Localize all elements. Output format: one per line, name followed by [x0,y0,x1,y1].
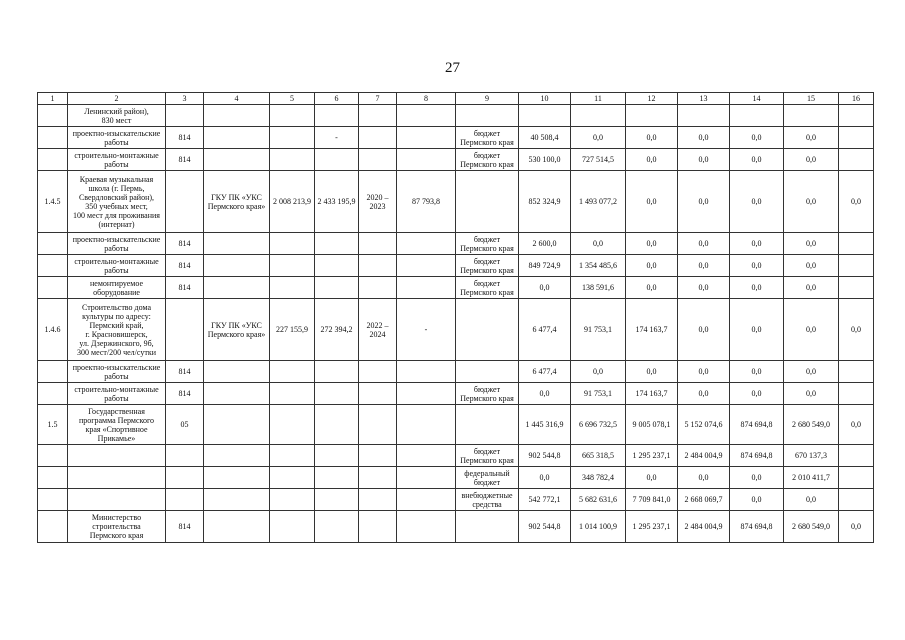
table-cell [784,105,839,127]
table-cell: 5 152 074,6 [678,405,730,445]
table-cell [315,445,359,467]
table-cell [397,149,456,171]
table-cell [270,467,315,489]
table-cell [359,255,397,277]
table-cell: 0,0 [678,299,730,361]
table-cell [397,255,456,277]
table-cell: 0,0 [678,383,730,405]
table-cell: 0,0 [839,511,874,543]
table-cell: 174 163,7 [626,299,678,361]
table-cell: 874 694,8 [730,405,784,445]
table-cell [839,105,874,127]
table-cell [166,105,204,127]
table-cell [204,233,270,255]
table-cell [397,405,456,445]
table-cell: 0,0 [519,277,571,299]
table-cell: 0,0 [784,171,839,233]
table-cell: 902 544,8 [519,511,571,543]
table-cell [315,149,359,171]
table-cell [38,277,68,299]
table-cell [270,361,315,383]
table-cell [315,511,359,543]
table-cell [68,467,166,489]
table-cell: 814 [166,127,204,149]
table-cell [38,511,68,543]
table-cell: 0,0 [784,361,839,383]
table-cell [204,255,270,277]
table-cell: 0,0 [678,361,730,383]
table-cell: 814 [166,149,204,171]
table-cell: бюджет Пермского края [456,277,519,299]
table-cell [839,361,874,383]
table-cell: 0,0 [626,255,678,277]
table-cell: 814 [166,277,204,299]
table-cell [38,233,68,255]
table-cell: 814 [166,233,204,255]
table-cell: 40 508,4 [519,127,571,149]
table-cell: 0,0 [730,299,784,361]
column-header: 16 [839,93,874,105]
table-cell: 902 544,8 [519,445,571,467]
column-header: 10 [519,93,571,105]
table-cell: 1.5 [38,405,68,445]
table-row [38,233,874,255]
table-cell: 91 753,1 [571,383,626,405]
table-cell [359,127,397,149]
table-cell: 5 682 631,6 [571,489,626,511]
table-cell [204,149,270,171]
table-cell: 0,0 [784,383,839,405]
table-cell [397,361,456,383]
table-cell: 1.4.5 [38,171,68,233]
table-cell [38,489,68,511]
table-cell: 0,0 [626,171,678,233]
table-row [38,489,874,511]
table-cell: 0,0 [571,361,626,383]
table-cell [456,405,519,445]
table-cell: 670 137,3 [784,445,839,467]
table-cell: 0,0 [784,127,839,149]
table-cell: 1 295 237,1 [626,445,678,467]
table-cell: 0,0 [730,361,784,383]
header-row [38,93,874,105]
table-cell [359,445,397,467]
column-header: 9 [456,93,519,105]
table-cell: 0,0 [571,233,626,255]
table-cell: Краевая музыкальная школа (г. Пермь, Свердловский район), 350 учебных мест, 100 мест для проживания (интернат) [68,171,166,233]
table-cell [397,445,456,467]
table-cell: 2 484 004,9 [678,445,730,467]
table-cell [270,105,315,127]
table-cell: 0,0 [519,467,571,489]
table-cell [204,405,270,445]
table-row [38,361,874,383]
table-cell: Ленинский район), 830 мест [68,105,166,127]
table-cell: 814 [166,383,204,405]
table-cell: 0,0 [678,171,730,233]
table-cell: строительно-монтажные работы [68,255,166,277]
table-cell [315,255,359,277]
table-cell: 0,0 [626,277,678,299]
table-cell [397,489,456,511]
table-cell: проектно-изыскательские работы [68,361,166,383]
table-cell: 0,0 [678,127,730,149]
table-cell: 2 668 069,7 [678,489,730,511]
table-cell [359,489,397,511]
table-cell [359,467,397,489]
table-cell [270,383,315,405]
table-cell: 0,0 [678,149,730,171]
table-cell: 1 014 100,9 [571,511,626,543]
column-header: 7 [359,93,397,105]
table-cell [626,105,678,127]
table-cell [397,277,456,299]
table-cell [678,105,730,127]
table-cell [397,383,456,405]
table-cell: 174 163,7 [626,383,678,405]
table-cell [270,277,315,299]
table-cell: бюджет Пермского края [456,255,519,277]
table-cell: 05 [166,405,204,445]
table-cell [315,467,359,489]
budget-table [37,92,874,543]
column-header: 5 [270,93,315,105]
table-cell: строительно-монтажные работы [68,149,166,171]
table-cell [397,127,456,149]
table-cell: ГКУ ПК «УКС Пермского края» [204,171,270,233]
column-header: 3 [166,93,204,105]
table-cell [839,149,874,171]
table-cell: бюджет Пермского края [456,233,519,255]
table-cell [397,105,456,127]
table-cell: бюджет Пермского края [456,149,519,171]
table-cell: проектно-изыскательские работы [68,127,166,149]
table-cell: 0,0 [626,361,678,383]
table-cell: 852 324,9 [519,171,571,233]
table-cell [270,255,315,277]
table-cell: 1.4.6 [38,299,68,361]
table-cell: 0,0 [784,277,839,299]
table-cell: 0,0 [839,405,874,445]
table-cell [456,171,519,233]
table-cell [204,361,270,383]
table-cell: ГКУ ПК «УКС Пермского края» [204,299,270,361]
table-cell [359,383,397,405]
table-cell: 2020 – 2023 [359,171,397,233]
table-cell: 665 318,5 [571,445,626,467]
table-cell [571,105,626,127]
table-cell: Строительство дома культуры по адресу: Пермский край, г. Красновишерск, ул. Дзержинского, 9б, 300 мест/200 чел/сутки [68,299,166,361]
table-cell: 0,0 [730,149,784,171]
column-header: 6 [315,93,359,105]
table-cell: 1 295 237,1 [626,511,678,543]
table-cell: 0,0 [730,383,784,405]
column-header: 8 [397,93,456,105]
table-cell [166,299,204,361]
table-cell: 814 [166,511,204,543]
table-cell [204,277,270,299]
table-cell [166,445,204,467]
table-row [38,405,874,445]
table-cell: бюджет Пермского края [456,383,519,405]
column-header: 13 [678,93,730,105]
table-cell [839,255,874,277]
table-cell [839,277,874,299]
table-cell: 0,0 [730,127,784,149]
table-cell: Государственная программа Пермского края «Спортивное Прикамье» [68,405,166,445]
table-cell: 2 680 549,0 [784,405,839,445]
table-cell: 849 724,9 [519,255,571,277]
table-cell: 2022 – 2024 [359,299,397,361]
table-cell [397,233,456,255]
table-row [38,445,874,467]
table-cell: 1 354 485,6 [571,255,626,277]
table-cell [456,105,519,127]
table-cell: 0,0 [784,233,839,255]
table-cell: бюджет Пермского края [456,127,519,149]
table-cell [270,511,315,543]
table-cell: 0,0 [678,277,730,299]
table-body [38,93,874,543]
table-cell: 0,0 [519,383,571,405]
table-cell: 0,0 [626,467,678,489]
table-cell [68,489,166,511]
table-cell: 0,0 [626,149,678,171]
table-cell [839,127,874,149]
table-cell: 138 591,6 [571,277,626,299]
table-cell [315,361,359,383]
table-cell [166,467,204,489]
column-header: 11 [571,93,626,105]
table-cell: 348 782,4 [571,467,626,489]
column-header: 14 [730,93,784,105]
table-cell: 0,0 [784,299,839,361]
table-row [38,299,874,361]
table-cell: 2 010 411,7 [784,467,839,489]
table-cell: бюджет Пермского края [456,445,519,467]
table-cell [359,105,397,127]
table-cell [397,511,456,543]
table-cell [38,255,68,277]
table-cell: федеральный бюджет [456,467,519,489]
table-cell [839,467,874,489]
table-cell: 0,0 [784,255,839,277]
table-cell: Министерство строительства Пермского края [68,511,166,543]
table-cell: 0,0 [784,489,839,511]
table-row [38,255,874,277]
table-cell: 2 600,0 [519,233,571,255]
table-row [38,511,874,543]
table-cell [359,233,397,255]
table-cell: 0,0 [678,255,730,277]
table-cell [270,127,315,149]
table-cell: - [315,127,359,149]
table-cell: 542 772,1 [519,489,571,511]
table-row [38,105,874,127]
table-cell: 727 514,5 [571,149,626,171]
table-cell [359,511,397,543]
table-cell [204,467,270,489]
table-cell [38,383,68,405]
table-cell: 9 005 078,1 [626,405,678,445]
column-header: 15 [784,93,839,105]
table-cell: 0,0 [678,467,730,489]
table-cell: - [397,299,456,361]
table-row [38,383,874,405]
column-header: 12 [626,93,678,105]
table-cell [315,277,359,299]
table-cell: 6 477,4 [519,361,571,383]
table-cell [270,149,315,171]
table-cell [730,105,784,127]
table-cell: 874 694,8 [730,511,784,543]
table-cell: 0,0 [839,171,874,233]
table-cell [315,489,359,511]
table-cell [315,105,359,127]
table-cell [359,149,397,171]
table-cell [166,489,204,511]
table-cell: 0,0 [730,255,784,277]
table-cell: проектно-изыскательские работы [68,233,166,255]
table-cell [270,445,315,467]
table-cell [456,511,519,543]
table-cell: 2 484 004,9 [678,511,730,543]
table-row [38,171,874,233]
table-cell [38,149,68,171]
column-header: 1 [38,93,68,105]
table-cell: 6 477,4 [519,299,571,361]
table-cell: 0,0 [626,233,678,255]
table-cell: 0,0 [839,299,874,361]
table-cell: 0,0 [730,277,784,299]
table-cell [839,445,874,467]
table-cell: 814 [166,255,204,277]
table-cell: 0,0 [571,127,626,149]
table-row [38,149,874,171]
table-cell: 0,0 [730,489,784,511]
table-cell: 1 445 316,9 [519,405,571,445]
column-header: 4 [204,93,270,105]
table-cell [204,127,270,149]
table-cell [270,405,315,445]
page-number: 27 [445,60,460,76]
table-cell: 0,0 [626,127,678,149]
table-cell: 7 709 841,0 [626,489,678,511]
table-cell [315,383,359,405]
table-cell: 272 394,2 [315,299,359,361]
table-cell: 2 680 549,0 [784,511,839,543]
table-cell [38,127,68,149]
table-cell: строительно-монтажные работы [68,383,166,405]
table-cell: 2 008 213,9 [270,171,315,233]
table-cell: 530 100,0 [519,149,571,171]
table-row [38,127,874,149]
table-row [38,467,874,489]
table-cell [68,445,166,467]
table-row [38,277,874,299]
table-cell [359,405,397,445]
table-cell: 6 696 732,5 [571,405,626,445]
table-cell: внебюджетные средства [456,489,519,511]
table-cell: 0,0 [784,149,839,171]
table-cell [839,489,874,511]
table-cell: 0,0 [678,233,730,255]
table-cell: немонтируемое оборудование [68,277,166,299]
table-cell [166,171,204,233]
table-cell: 91 753,1 [571,299,626,361]
table-cell [38,105,68,127]
table-cell: 814 [166,361,204,383]
table-cell [456,299,519,361]
table-cell [270,489,315,511]
table-cell: 1 493 077,2 [571,171,626,233]
table-cell [204,383,270,405]
table-cell [359,361,397,383]
table-cell [315,405,359,445]
table-cell: 0,0 [730,467,784,489]
table-cell [204,105,270,127]
table-cell [204,445,270,467]
column-header: 2 [68,93,166,105]
table-cell [839,383,874,405]
table-cell [519,105,571,127]
table-cell [397,467,456,489]
table-cell [38,467,68,489]
table-cell [38,361,68,383]
table-cell [839,233,874,255]
table-cell: 0,0 [730,233,784,255]
table-cell [38,445,68,467]
table-cell [270,233,315,255]
table-cell: 2 433 195,9 [315,171,359,233]
table-cell: 874 694,8 [730,445,784,467]
table-cell [204,511,270,543]
table-cell [456,361,519,383]
table-cell [204,489,270,511]
table-cell: 0,0 [730,171,784,233]
table-cell: 87 793,8 [397,171,456,233]
table-cell [315,233,359,255]
table-cell: 227 155,9 [270,299,315,361]
table-cell [359,277,397,299]
